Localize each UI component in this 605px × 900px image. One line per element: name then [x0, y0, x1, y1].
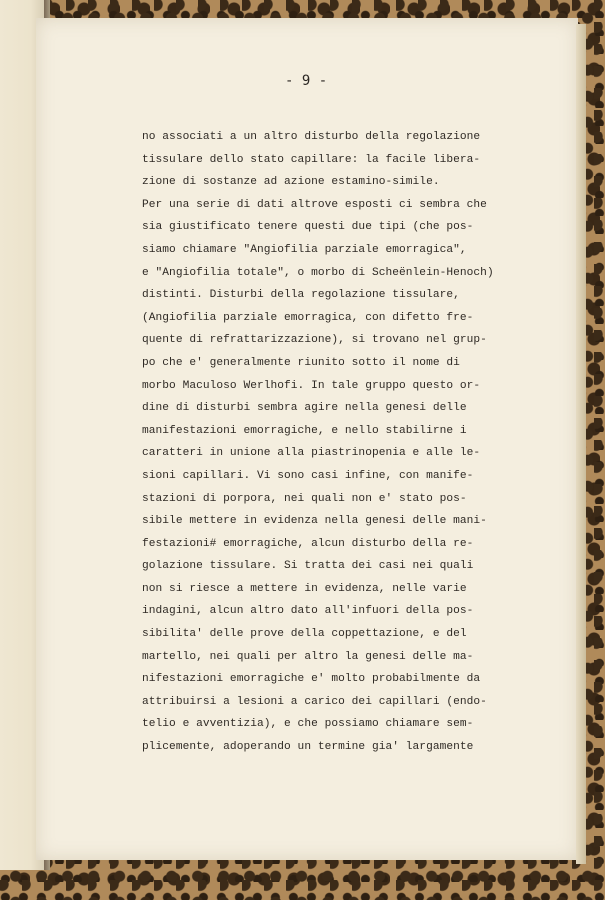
text-line: sibilita' delle prove della coppettazione, e del [142, 628, 467, 641]
text-line: e "Angiofilia totale", o morbo di Scheënlein-Henoch) [142, 266, 494, 279]
text-line: tissulare dello stato capillare: la facile libera- [142, 153, 481, 166]
text-line: non si riesce a mettere in evidenza, nelle varie [142, 582, 467, 595]
text-line: Per una serie di dati altrove esposti ci sembra che [142, 198, 487, 211]
text-line: dine di disturbi sembra agire nella genesi delle [142, 402, 467, 415]
text-line: attribuirsi a lesioni a carico dei capillari (endo- [142, 695, 487, 708]
text-line: sioni capillari. Vi sono casi infine, con manife- [142, 469, 474, 482]
text-line: sibile mettere in evidenza nella genesi delle mani- [142, 515, 487, 528]
text-line: sia giustificato tenere questi due tipi (che pos- [142, 221, 474, 234]
text-line: festazioni# emorragiche, alcun disturbo della re- [142, 537, 474, 550]
text-line: nifestazioni emorragiche e' molto probabilmente da [142, 673, 481, 686]
page-stack-edge [576, 24, 586, 864]
text-line: golazione tissulare. Si tratta dei casi nei quali [142, 560, 474, 573]
text-line: martello, nei quali per altro la genesi delle ma- [142, 650, 474, 663]
page-number: - 9 - [285, 73, 328, 89]
text-line: telio e avventizia), e che possiamo chiamare sem- [142, 718, 474, 731]
text-line: po che e' generalmente riunito sotto il nome di [142, 356, 460, 369]
text-line: manifestazioni emorragiche, e nello stabilirne i [142, 424, 467, 437]
text-line: (Angiofilia parziale emorragica, con difetto fre- [142, 311, 474, 324]
text-line: caratteri in unione alla piastrinopenia e alle le- [142, 447, 481, 460]
text-line: no associati a un altro disturbo della regolazione [142, 131, 481, 143]
text-line: quente di refrattarizzazione), si trovano nel grup- [142, 334, 487, 347]
text-line: indagini, alcun altro dato all'infuori della pos- [142, 605, 474, 618]
text-line: zione di sostanze ad azione estamino-simile. [142, 176, 440, 189]
text-line: stazioni di porpora, nei quali non e' stato pos- [142, 492, 467, 505]
text-line: plicemente, adoperando un termine gia' largamente [142, 741, 474, 754]
body-text [142, 126, 522, 759]
text-line: distinti. Disturbi della regolazione tissulare, [142, 289, 460, 302]
text-line: siamo chiamare "Angiofilia parziale emorragica", [142, 243, 467, 256]
text-line: morbo Maculoso Werlhofi. In tale gruppo questo or- [142, 379, 481, 392]
